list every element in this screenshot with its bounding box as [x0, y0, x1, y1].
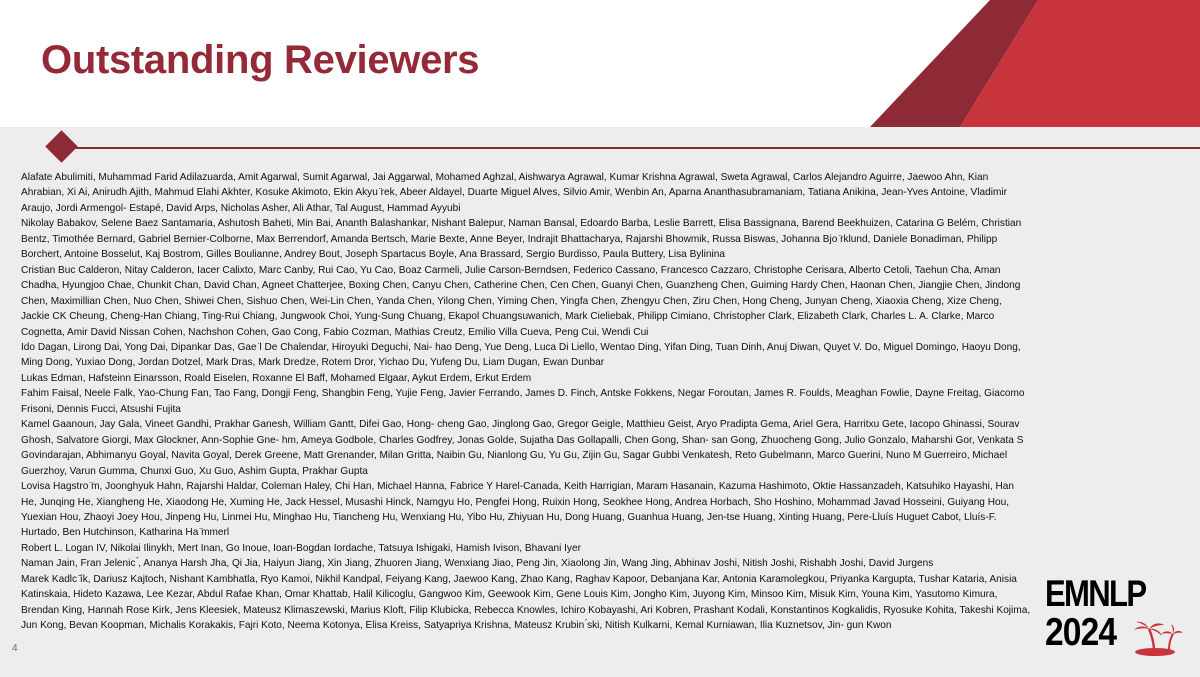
section-divider [62, 147, 1200, 149]
emnlp-logo [1045, 575, 1185, 665]
divider-diamond [45, 130, 78, 163]
reviewer-group-c: Cristian Buc Calderon, Nitay Calderon, Iacer Calixto, Marc Canby, Rui Cao, Yu Cao, Boaz Carmeli, Julie Carson-Berndsen, Federico Cassano, Francesco Cazzaro, Christophe Cerisara, Alberto Cetoli, Taehun Cha, Aman Chadha, Hyungjoo Chae, Chunkit Chan, David Chan, Agneet Chatterjee, Boxing Chen, Canyu Chen, Catherine Chen, Cen Chen, Guanyi Chen, Guanzheng Chen, Guiming Hardy Chen, Haonan Chen, Jiangjie Chen, Jindong Chen, Maximillian Chen, Nuo Chen, Shiwei Chen, Sishuo Chen, Wei-Lin Chen, Yanda Chen, Yilong Chen, Yiming Chen, Yingfa Chen, Zhengyu Chen, Ziru Chen, Hong Cheng, Junyan Cheng, Xiaoxia Cheng, Xize Cheng, Jackie CK Cheung, Cheng-Han Chiang, Ting-Rui Chiang, Jungwook Choi, Yung-Sung Chuang, Ekapol Chuangsuwanich, Mark Cieliebak, Philipp Cimiano, Christopher Clark, Elizabeth Clark, Charles L. A. Clarke, Marco Cognetta, Amir David Nissan Cohen, Nachshon Cohen, Gao Cong, Fabio Cozman, Mathias Creutz, Emilio Villa Cueva, Peng Cui, Wendi Cui [21, 264, 1021, 338]
palm-tree-island-icon [1133, 615, 1183, 657]
reviewer-group-a: Alafate Abulimiti, Muhammad Farid Adilazuarda, Amit Agarwal, Sumit Agarwal, Jai Aggarwal, Mohamed Aghzal, Aishwarya Agrawal, Kumar Krishna Agrawal, Sweta Agrawal, Carlos Alejandro Aguirre, Jaewoo Ahn, Kian Ahrabian, Xi Ai, Anirudh Ajith, Mahmud Elahi Akhter, Kosuke Akimoto, Ekin Akyu ̈rek, Abeer Aldayel, Duarte Miguel Alves, Silvio Amir, Wenbin An, Aparna Ananthasubramaniam, Tatiana Anikina, Jean-Yves Antoine, Vladimir Araujo, Jordi Armengol- Estapé, David Arps, Nicholas Asher, Ali Athar, Tal August, Hammad Ayyubi [21, 172, 1008, 214]
reviewer-group-e: Lukas Edman, Hafsteinn Einarsson, Roald Eiselen, Roxanne El Baff, Mohamed Elgaar, Aykut Erdem, Erkut Erdem [21, 372, 532, 384]
logo-line-2: 2024 [1045, 611, 1117, 654]
reviewer-group-d: Ido Dagan, Lirong Dai, Yong Dai, Dipankar Das, Gae ̈l De Chalendar, Hiroyuki Deguchi, Nai- hao Deng, Yue Deng, Luca Di Liello, Wentao Ding, Yifan Ding, Tuan Dinh, Anuj Diwan, Quyet V. Do, Miguel Domingo, Haoyu Dong, Ming Dong, Yuxiao Dong, Jordan Dotzel, Mark Dras, Mark Dredze, Rotem Dror, Yichao Du, Yufeng Du, Liam Dugan, Ewan Dunbar [21, 341, 1021, 369]
slide-header [0, 0, 1200, 127]
reviewer-group-i: Robert L. Logan IV, Nikolai Ilinykh, Mert Inan, Go Inoue, Ioan-Bogdan Iordache, Tatsuya Ishigaki, Hamish Ivison, Bhavani Iyer [21, 542, 581, 554]
page-number: 4 [12, 643, 18, 654]
slide-title: Outstanding Reviewers [41, 38, 480, 82]
reviewer-group-f: Fahim Faisal, Neele Falk, Yao-Chung Fan, Tao Fang, Dongji Feng, Shangbin Feng, Yujie Feng, Javier Ferrando, James D. Finch, Antske Fokkens, Negar Foroutan, James R. Foulds, Meaghan Fowlie, Dayne Freitag, Giacomo Frisoni, Dennis Fucci, Atsushi Fujita [21, 388, 1025, 415]
corner-decoration [870, 0, 1200, 127]
reviewer-group-b: Nikolay Babakov, Selene Baez Santamaria, Ashutosh Baheti, Min Bai, Ananth Balashankar, Nishant Balepur, Naman Bansal, Edoardo Barba, Leslie Barrett, Elisa Bassignana, Barend Beekhuizen, Catarina G Belém, Christian Bentz, Timothée Bernard, Gabriel Bernier-Colborne, Max Berrendorf, Amanda Bertsch, Marie Bexte, Anne Beyer, Indrajit Bhattacharya, Rajarshi Bhowmik, Russa Biswas, Johanna Bjo ̈rklund, Daniele Bonadiman, Philipp Borchert, Antoine Bosselut, Kaj Bostrom, Gilles Boulianne, Andrey Bout, Joseph Spartacus Boyle, Ana Brassard, Sergio Burdisso, Paula Buttery, Lisa Bylinina [21, 218, 1022, 261]
reviewer-group-k: Marek Kadlc ̆ík, Dariusz Kajtoch, Nishant Kambhatla, Ryo Kamoi, Nikhil Kandpal, Feiyang Kang, Jaewoo Kang, Zhao Kang, Raghav Kapoor, Debanjana Kar, Antonia Karamolegkou, Priyanka Kargupta, Tushar Kataria, Anisia Katinskaia, Hideto Kazawa, Lee Kezar, Abdul Rafae Khan, Omar Khattab, Halil Kilicoglu, Gangwoo Kim, Geewook Kim, Gene Louis Kim, Jongho Kim, Juyong Kim, Minsoo Kim, Misuk Kim, Youna Kim, Yasutomo Kimura, Brendan King, Hannah Rose Kirk, Jens Kleesiek, Mateusz Klimaszewski, Marius Kloft, Filip Klubicka, Rebecca Knowles, Ichiro Kobayashi, Ari Kobren, Prashant Kodali, Konstantinos Kogkalidis, Ryosuke Kohita, Takeshi Kojima, Jun Kong, Bevan Koopman, Michalis Korakakis, Fajri Koto, Neema Kotonya, Elisa Kreiss, Satyapriya Krishna, Mateusz Krubin ́ski, Nitish Kulkarni, Kemal Kurniawan, Ilia Kuznetsov, Jin- gun Kwon [21, 573, 1031, 632]
reviewer-group-j: Naman Jain, Fran Jelenic ́, Ananya Harsh Jha, Qi Jia, Haiyun Jiang, Xin Jiang, Zhuoren Jiang, Wenxiang Jiao, Peng Jin, Xiaolong Jin, Wang Jing, Abhinav Joshi, Nitish Joshi, Rishabh Joshi, David Jurgens [21, 558, 934, 570]
reviewer-list [21, 170, 1031, 634]
reviewer-group-h: Lovisa Hagstro ̈m, Joonghyuk Hahn, Rajarshi Haldar, Coleman Haley, Chi Han, Michael Hanna, Fabrice Y Harel-Canada, Keith Harrigian, Maram Hasanain, Kazuma Hashimoto, Oktie Hassanzadeh, Katsuhiko Hayashi, Han He, Junqing He, Xiangheng He, Xiaodong He, Xuming He, Jack Hessel, Musashi Hinck, Namgyu Ho, Pengfei Hong, Ruixin Hong, Seokhee Hong, Andrea Horbach, Sho Hoshino, Mohammad Javad Hosseini, Guiyang Hou, Yuexian Hou, Zhaoyi Joey Hou, Jinpeng Hu, Linmei Hu, Minghao Hu, Tiancheng Hu, Wenxiang Hu, Yibo Hu, Zhiyuan Hu, Dong Huang, Guanhua Huang, Jen-tse Huang, Xinting Huang, Pere-Lluís Huguet Cabot, Lluís-F. Hurtado, Ben Hutchinson, Katharina Ha ̈mmerl [21, 481, 1015, 539]
reviewer-group-g: Kamel Gaanoun, Jay Gala, Vineet Gandhi, Prakhar Ganesh, William Gantt, Difei Gao, Hong- cheng Gao, Jinglong Gao, Gregor Geigle, Matthieu Geist, Aryo Pradipta Gema, Ariel Gera, Harritxu Gete, Iacopo Ghinassi, Sourav Ghosh, Salvatore Giorgi, Max Glockner, Ann-Sophie Gne- hm, Ameya Godbole, Charles Godfrey, Jonas Golde, Sujatha Das Gollapalli, Chen Gong, Shan- san Gong, Zhuocheng Gong, Julio Gonzalo, Maharshi Gor, Venkata S Govindarajan, Abhimanyu Goyal, Navita Goyal, Derek Greene, Matt Grenander, Milan Gritta, Naibin Gu, Nianlong Gu, Yu Gu, Zijin Gu, Sagar Gubbi Venkatesh, Reto Gubelmann, Marco Guerini, Nuno M Guerreiro, Michael Guerzhoy, Varun Gumma, Chunxi Guo, Xu Guo, Ashim Gupta, Prakhar Gupta [21, 419, 1024, 477]
logo-line-1: EMNLP [1045, 573, 1146, 614]
